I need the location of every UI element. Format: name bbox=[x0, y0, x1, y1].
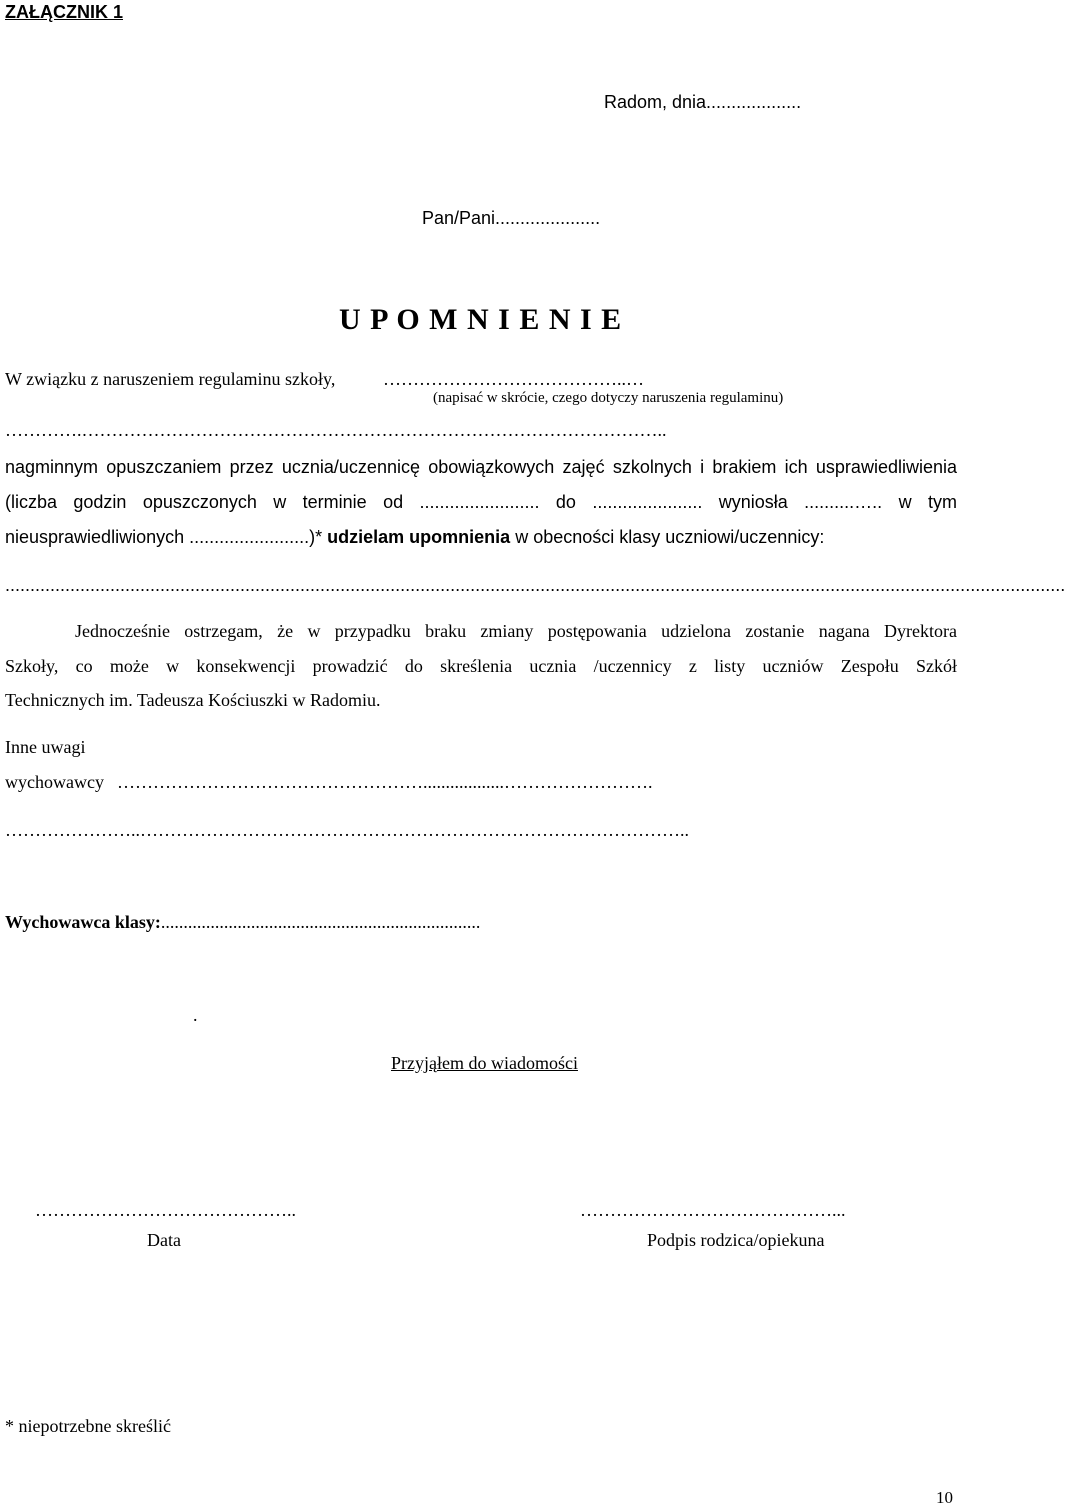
teacher-signature bbox=[5, 912, 480, 934]
place-date: Radom, dnia................... bbox=[604, 92, 802, 112]
body-line5-bold: udzielam upomnienia bbox=[327, 527, 511, 547]
date-label: Data bbox=[147, 1230, 181, 1250]
body-line3: nagminnym opuszczaniem przez ucznia/uczennicę obowiązkowych zajęć szkolnych i brakiem ich usprawiedliwienia bbox=[5, 457, 957, 477]
body-line6-dots: .................................................................................................................................................................................................................... bbox=[5, 575, 1065, 595]
body-line4 bbox=[5, 492, 957, 514]
body-line4-c: ...................... wyniosła bbox=[592, 492, 788, 512]
date-dots: …………………………………….. bbox=[35, 1200, 296, 1220]
body-line4-b: ........................ do bbox=[419, 492, 576, 512]
teacher-dots: ....................................................................... bbox=[160, 912, 481, 932]
body-line1-dots: …………………………………..… bbox=[383, 369, 644, 389]
remarks-label: Inne uwagi bbox=[5, 737, 86, 757]
teacher-label: Wychowawca klasy: bbox=[5, 912, 161, 932]
body-line4-d: ..........….. w tym bbox=[804, 492, 957, 512]
warning-line3: Technicznych im. Tadeusza Kościuszki w Radomiu. bbox=[5, 690, 381, 710]
remarks-line2-dots: …………………..……………………………………………………………………………….. bbox=[5, 820, 689, 840]
page-number: 10 bbox=[936, 1488, 953, 1507]
body-line4-a: (liczba godzin opuszczonych w terminie od bbox=[5, 492, 404, 512]
remarks-line1-dots: ……………………………………………..................……………………. bbox=[117, 772, 653, 792]
body-line5-a: nieusprawiedliwionych ........................)* bbox=[5, 527, 323, 547]
body-line5 bbox=[5, 527, 824, 549]
body-line2-dots: ………….…………………………………………………………………………………….. bbox=[5, 420, 667, 440]
body-line5-c: w obecności klasy uczniowi/uczennicy: bbox=[515, 527, 825, 547]
warning-line2: Szkoły, co może w konsekwencji prowadzić do skreślenia ucznia /uczennicy z listy uczniów Zespołu Szkół bbox=[5, 656, 957, 676]
parent-signature-dots: ……………………………………... bbox=[580, 1200, 846, 1220]
body-line1-hint: (napisać w skrócie, czego dotyczy naruszenia regulaminu) bbox=[433, 390, 784, 406]
remarks-line1-label: wychowawcy bbox=[5, 772, 104, 792]
acknowledge-label: Przyjąłem do wiadomości bbox=[391, 1053, 578, 1073]
document-title: U P O M N I E N I E bbox=[339, 303, 623, 336]
recipient: Pan/Pani..................... bbox=[422, 208, 601, 228]
parent-signature-label: Podpis rodzica/opiekuna bbox=[647, 1230, 825, 1250]
body-line1-text: W związku z naruszeniem regulaminu szkoły, bbox=[5, 369, 336, 389]
warning-line1: Jednocześnie ostrzegam, że w przypadku braku zmiany postępowania udzielona zostanie nagana Dyrektora bbox=[75, 621, 957, 641]
attachment-label: ZAŁĄCZNIK 1 bbox=[5, 2, 123, 22]
stray-dot: . bbox=[193, 1005, 198, 1025]
footnote: * niepotrzebne skreślić bbox=[5, 1416, 171, 1436]
